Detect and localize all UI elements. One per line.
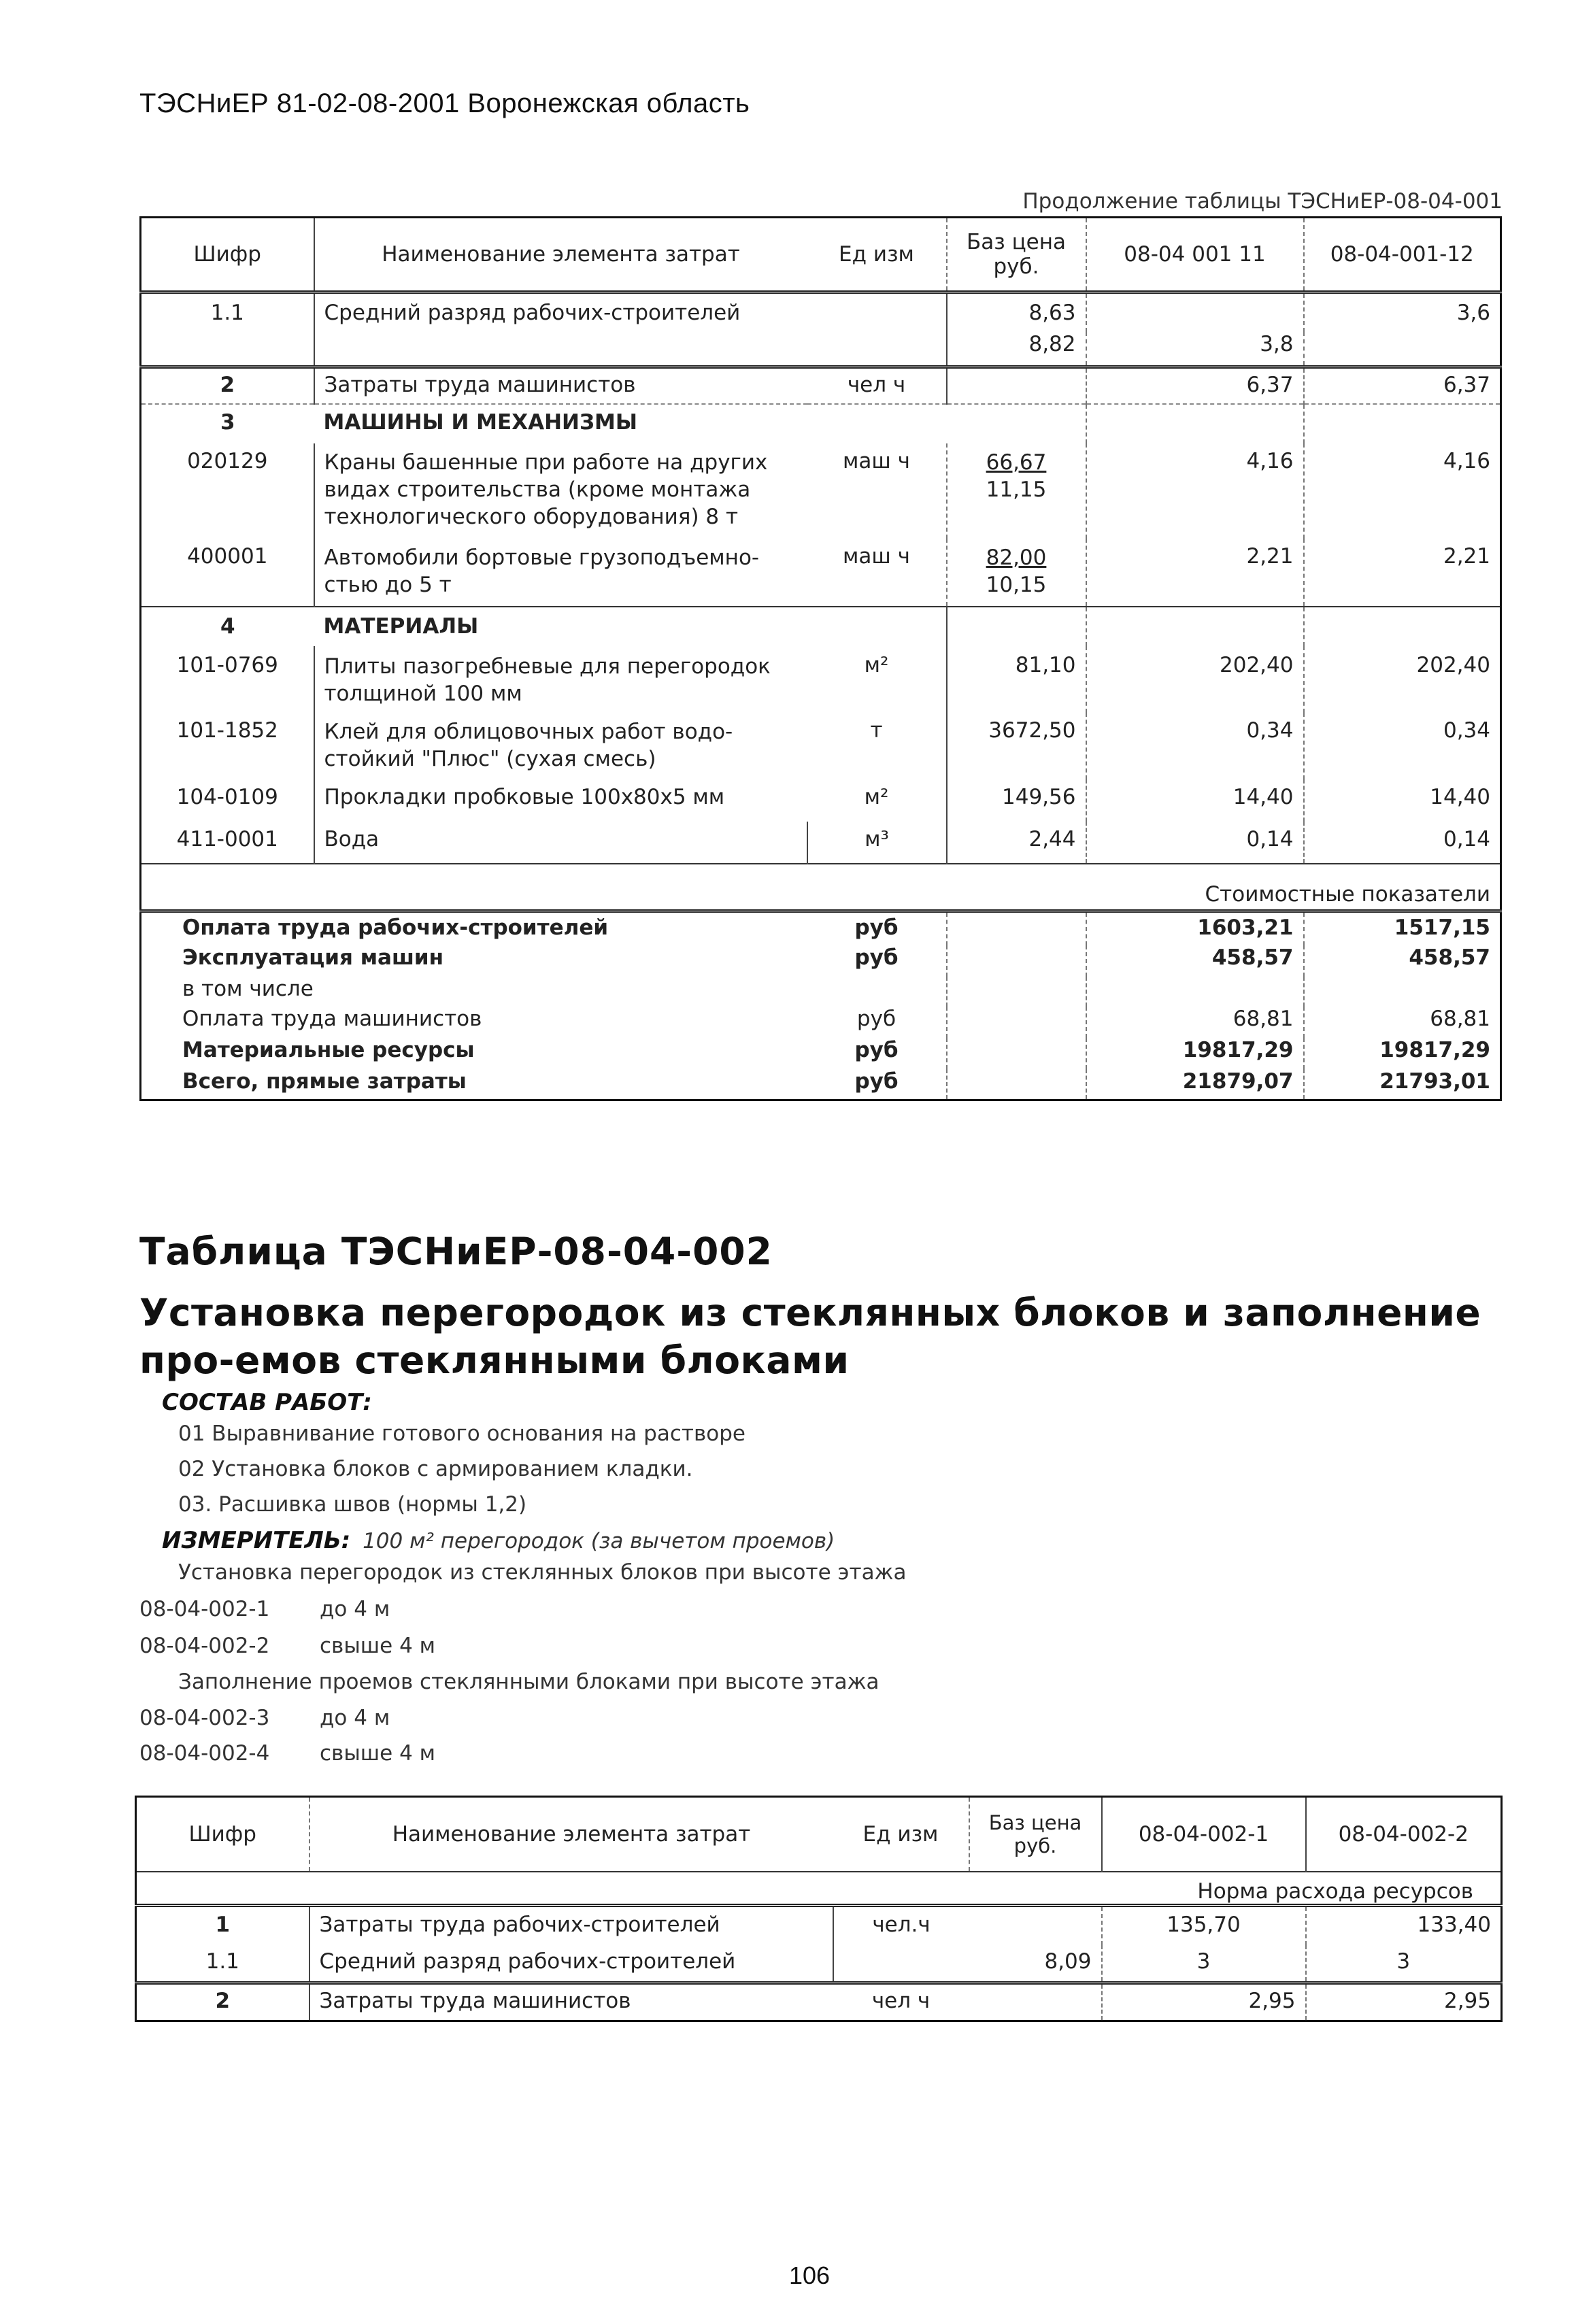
resource-table-1 — [139, 216, 1502, 1101]
table-row: 101-0769 Плиты пазогребневые для перегородок толщиной 100 мм м² 81,10 202,40 202,40 — [141, 646, 1501, 713]
norm-desc: свыше 4 м — [320, 1634, 436, 1658]
norm-desc: до 4 м — [320, 1597, 390, 1621]
summary-header-row — [141, 864, 1501, 911]
norm-code: 08-04-002-4 — [139, 1741, 270, 1766]
summary-row: Материальные ресурсы руб 19817,29 19817,29 — [141, 1038, 1501, 1069]
table-row: 1.1 Средний разряд рабочих-строителей 8,09 3 3 — [136, 1945, 1502, 1983]
table-row: 104-0109 Прокладки пробковые 100х80х5 мм м² 149,56 14,40 14,40 — [141, 779, 1501, 822]
table-row: 3 МАШИНЫ И МЕХАНИЗМЫ — [141, 404, 1501, 443]
norm-code: 08-04-002-3 — [139, 1706, 270, 1730]
col-header-v2: 08-04-001-12 — [1304, 218, 1501, 292]
table-row: 400001 Автомобили бортовые грузоподъемно-стью до 5 т маш ч 82,00 10,15 2,21 2,21 — [141, 539, 1501, 607]
resource-table-2 — [135, 1796, 1503, 2022]
cost-indicators-header: Стоимостные показатели — [1205, 882, 1490, 907]
work-composition-label: СОСТАВ РАБОТ: — [162, 1389, 372, 1416]
col-header-v2: 08-04-002-2 — [1306, 1797, 1502, 1872]
table1-header-row — [141, 218, 1501, 292]
col-header-v1: 08-04 001 11 — [1086, 218, 1304, 292]
col-header-code: Шифр — [188, 1821, 256, 1847]
summary-row: Оплата труда машинистов руб 68,81 68,81 — [141, 1007, 1501, 1038]
col-header-unit: Ед изм — [862, 1821, 939, 1847]
norm-code: 08-04-002-1 — [139, 1597, 270, 1621]
col-header-name: Наименование элемента затрат — [314, 218, 807, 292]
group-heading: Заполнение проемов стеклянными блоками при высоте этажа — [178, 1670, 879, 1694]
table-row: 1.1 Средний разряд рабочих-строителей 8,63 3,6 — [141, 292, 1501, 332]
summary-row: Всего, прямые затраты руб 21879,07 21793,01 — [141, 1069, 1501, 1100]
col-header-v1: 08-04-002-1 — [1102, 1797, 1306, 1872]
norm-code: 08-04-002-2 — [139, 1634, 270, 1658]
table-title: Таблица ТЭСНиЕР-08-04-002 — [139, 1230, 773, 1273]
summary-row: в том числе — [141, 977, 1501, 1007]
table-row: 020129 Краны башенные при работе на других видах строительства (кроме монтажа технологического оборудования) 8 т маш ч 66,67 11,15 4,16 4,16 — [141, 443, 1501, 539]
col-header-price: Баз цена руб. — [969, 1797, 1102, 1872]
work-item: 01 Выравнивание готового основания на растворе — [178, 1421, 745, 1446]
table-row: 1 Затраты труда рабочих-строителей чел.ч 135,70 133,40 — [136, 1906, 1502, 1945]
norm-desc: до 4 м — [320, 1706, 390, 1730]
table1-caption: Продолжение таблицы ТЭСНиЕР-08-04-001 — [1022, 189, 1503, 214]
table-row: 8,82 3,8 — [141, 332, 1501, 367]
col-header-unit: Ед изм — [839, 242, 914, 267]
table-subtitle: Установка перегородок из стеклянных блоков и заполнение про-емов стеклянными блоками — [139, 1291, 1481, 1382]
meter-line — [162, 1527, 835, 1554]
table-row: 411-0001 Вода м³ 2,44 0,14 0,14 — [141, 822, 1501, 864]
work-item: 02 Установка блоков с армированием кладки. — [178, 1457, 693, 1481]
col-header-code: Шифр — [193, 242, 261, 267]
meter-label: ИЗМЕРИТЕЛЬ: — [162, 1527, 351, 1554]
table-row: 4 МАТЕРИАЛЫ — [141, 607, 1501, 646]
col-header-price: Баз цена руб. — [947, 218, 1086, 292]
table-row: 2 Затраты труда машинистов чел ч 6,37 6,37 — [141, 367, 1501, 404]
table-row: 101-1852 Клей для облицовочных работ водо-стойкий "Плюс" (сухая смесь) т 3672,50 0,34 0,34 — [141, 713, 1501, 779]
table2-header-row — [136, 1797, 1502, 1872]
norm-desc: свыше 4 м — [320, 1741, 436, 1766]
summary-row: Оплата труда рабочих-строителей руб 1603,21 1517,15 — [141, 911, 1501, 945]
work-item: 03. Расшивка швов (нормы 1,2) — [178, 1492, 527, 1517]
meter-value: 100 м² перегородок (за вычетом проемов) — [363, 1529, 835, 1553]
running-header: ТЭСНиЕР 81-02-08-2001 Воронежская область — [139, 88, 750, 118]
table-row: 2 Затраты труда машинистов чел ч 2,95 2,95 — [136, 1983, 1502, 2021]
norm-header-row — [136, 1872, 1502, 1906]
norm-header: Норма расхода ресурсов — [1197, 1879, 1473, 1904]
group-heading: Установка перегородок из стеклянных блоков при высоте этажа — [178, 1560, 907, 1585]
page-number: 106 — [789, 2261, 831, 2289]
summary-row: Эксплуатация машин руб 458,57 458,57 — [141, 945, 1501, 977]
col-header-name: Наименование элемента затрат — [309, 1797, 833, 1872]
